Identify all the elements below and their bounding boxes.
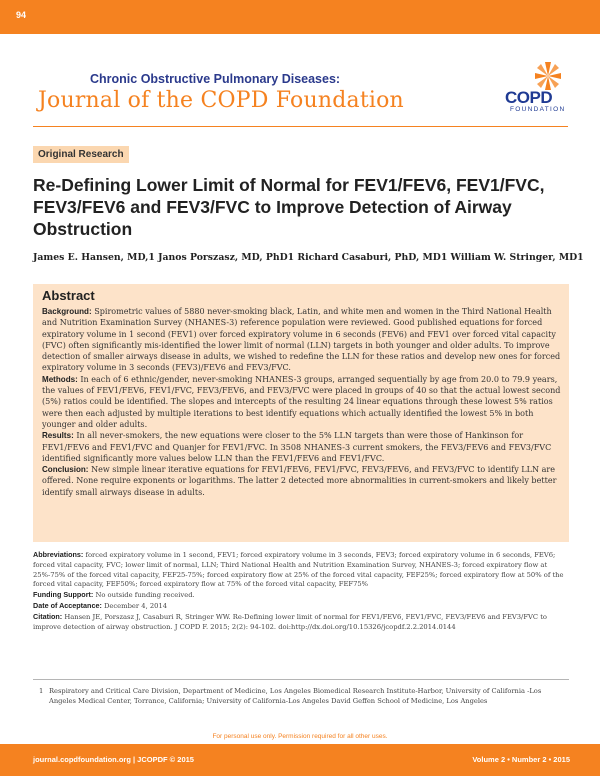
author-list: James E. Hansen, MD,1 Janos Porszasz, MD, PhD1 Richard Casaburi, PhD, MD1 William W. Stringer, MD1 <box>33 252 584 263</box>
logo-subtext: FOUNDATION <box>510 106 566 113</box>
funding-label: Funding Support: <box>33 590 94 600</box>
citation <box>33 612 569 633</box>
funding-text: No outside funding received. <box>95 591 195 600</box>
footnote-number: 1 <box>39 687 44 695</box>
page-number: 94 <box>16 10 27 20</box>
article-info <box>33 550 569 632</box>
journal-subtitle: Chronic Obstructive Pulmonary Diseases: <box>90 72 341 86</box>
personal-use-notice: For personal use only. Permission required for all other uses. <box>212 733 388 740</box>
footer-volume: Volume 2 • Number 2 • 2015 <box>472 755 570 764</box>
acceptance-date <box>33 601 569 612</box>
abstract-methods <box>42 374 562 430</box>
citation-label: Citation: <box>33 611 63 621</box>
results-label: Results: <box>42 431 74 441</box>
title-line: Re-Defining Lower Limit of Normal for FEV1/FEV6, FEV1/FVC, <box>33 175 545 195</box>
footer-journal-link[interactable]: journal.copdfoundation.org | JCOPDF © 2015 <box>33 755 194 764</box>
acceptance-text: December 4, 2014 <box>104 601 168 610</box>
conclusion-label: Conclusion: <box>42 465 89 475</box>
title-line: Obstruction <box>33 219 133 239</box>
top-bar <box>0 0 600 34</box>
header-divider <box>33 126 568 127</box>
conclusion-text: New simple linear iterative equations for FEV1/FEV6, FEV1/FVC, FEV3/FEV6, and FEV3/FVC to identify LLN are offered. None require exponents or logarithms. The latter 2 detected more abnormalities in current-smokers and likely better identify small airways disease in adults. <box>42 465 557 497</box>
acceptance-label: Date of Acceptance: <box>33 600 102 610</box>
funding <box>33 590 569 601</box>
background-label: Background: <box>42 307 92 316</box>
abstract-conclusion <box>42 464 562 498</box>
abbreviations-label: Abbreviations: <box>33 550 84 559</box>
citation-text: Hansen JE, Porszasz J, Casaburi R, Stringer WW. Re-Defining lower limit of normal for FEV1/FEV6, FEV1/FVC, FEV3/FEV6 and FEV3/FVC to improve detection of airway obstruction. J COPD F. 2015; 2(2): 94-102. doi:http://dx.doi.org/10.15326/jcopdf.2.2.2014.0144 <box>33 612 547 631</box>
article-title <box>33 174 573 240</box>
abstract-results <box>42 430 562 464</box>
results-text: In all never-smokers, the new equations were closer to the 5% LLN targets than were those of Hankinson for FEV1/FEV6 and FEV1/FVC and Quanjer for FEV1/FVC. In 3508 NHANES-3 current smokers, the FEV3/FEV6 and FEV3/FVC identified significantly more values below LLN than the FEV1/FEV6 and FEV1/FVC. <box>42 431 552 463</box>
footnote-divider <box>33 679 569 680</box>
abstract-body <box>42 306 562 498</box>
footnote-text: Respiratory and Critical Care Division, Department of Medicine, Los Angeles Biomedical Research Institute-Harbor, University of California -Los Angeles Medical Center, Torrance, California; University of California-Los Angeles David Geffen School of Medicine, Los Angeles <box>49 687 542 705</box>
background-text: Spirometric values of 5880 never-smoking black, Latin, and white men and women in the Third National Health and Nutrition Examination Survey (NHANES-3) reference population were reviewed. Good published equations for forced expiratory volume in 1 second (FEV1) over forced expiratory volume in 6 seconds (FEV6) and FEV1 over forced vital capacity (FVC) often significantly mis-identified the lower limit of normal (LLN) targets in both younger and older adults. To improve detection of smaller airways disease in adults, we wished to redefine the LLN for these ratios and develop new ones for forced expiratory volume in 3 seconds (FEV3)/FEV6 and FEV3/FVC. <box>42 307 561 373</box>
abstract-heading: Abstract <box>42 288 95 303</box>
abstract-background <box>42 306 562 374</box>
logo-wordmark: COPD <box>505 88 553 107</box>
journal-title: Journal of the COPD Foundation <box>38 88 404 113</box>
methods-text: In each of 6 ethnic/gender, never-smoking NHANES-3 groups, arranged sequentially by age from 20.0 to 79.9 years, the values of FEV1/FEV6, FEV1/FVC, FEV3/FEV6, and FEV3/FVC were placed in groups of 40 so that the actual lowest second (5%) ratios could be identified. The slopes and intercepts of the resulting 24 linear equations through these lowest 5% ratios were then each adjusted by multiple iterations to best identify equations which actually identified the lowest 5% in both younger and older adults. <box>42 374 561 429</box>
abbreviations-text: forced expiratory volume in 1 second, FEV1; forced expiratory volume in 3 seconds, FEV3; forced expiratory volume in 6 seconds, FEV6; forced vital capacity, FVC; lower limit of normal, LLN; Third National Health and Nutrition Examination Survey, NHANES-3; forced expiratory flow at 25%-75% of the forced vital capacity, FEF25-75%; forced expiratory flow at 25% of the forced vital capacity, FEF25%; forced expiratory flow at 50% of the forced vital capacity, FEF50%; forced expiratory flow at 75% of the forced vital capacity, FEF75% <box>33 551 564 589</box>
methods-label: Methods: <box>42 374 78 384</box>
title-line: FEV3/FEV6 and FEV3/FVC to Improve Detection of Airway <box>33 197 512 217</box>
abstract-box <box>33 284 569 542</box>
article-type-badge: Original Research <box>33 146 129 163</box>
abbreviations <box>33 550 569 590</box>
